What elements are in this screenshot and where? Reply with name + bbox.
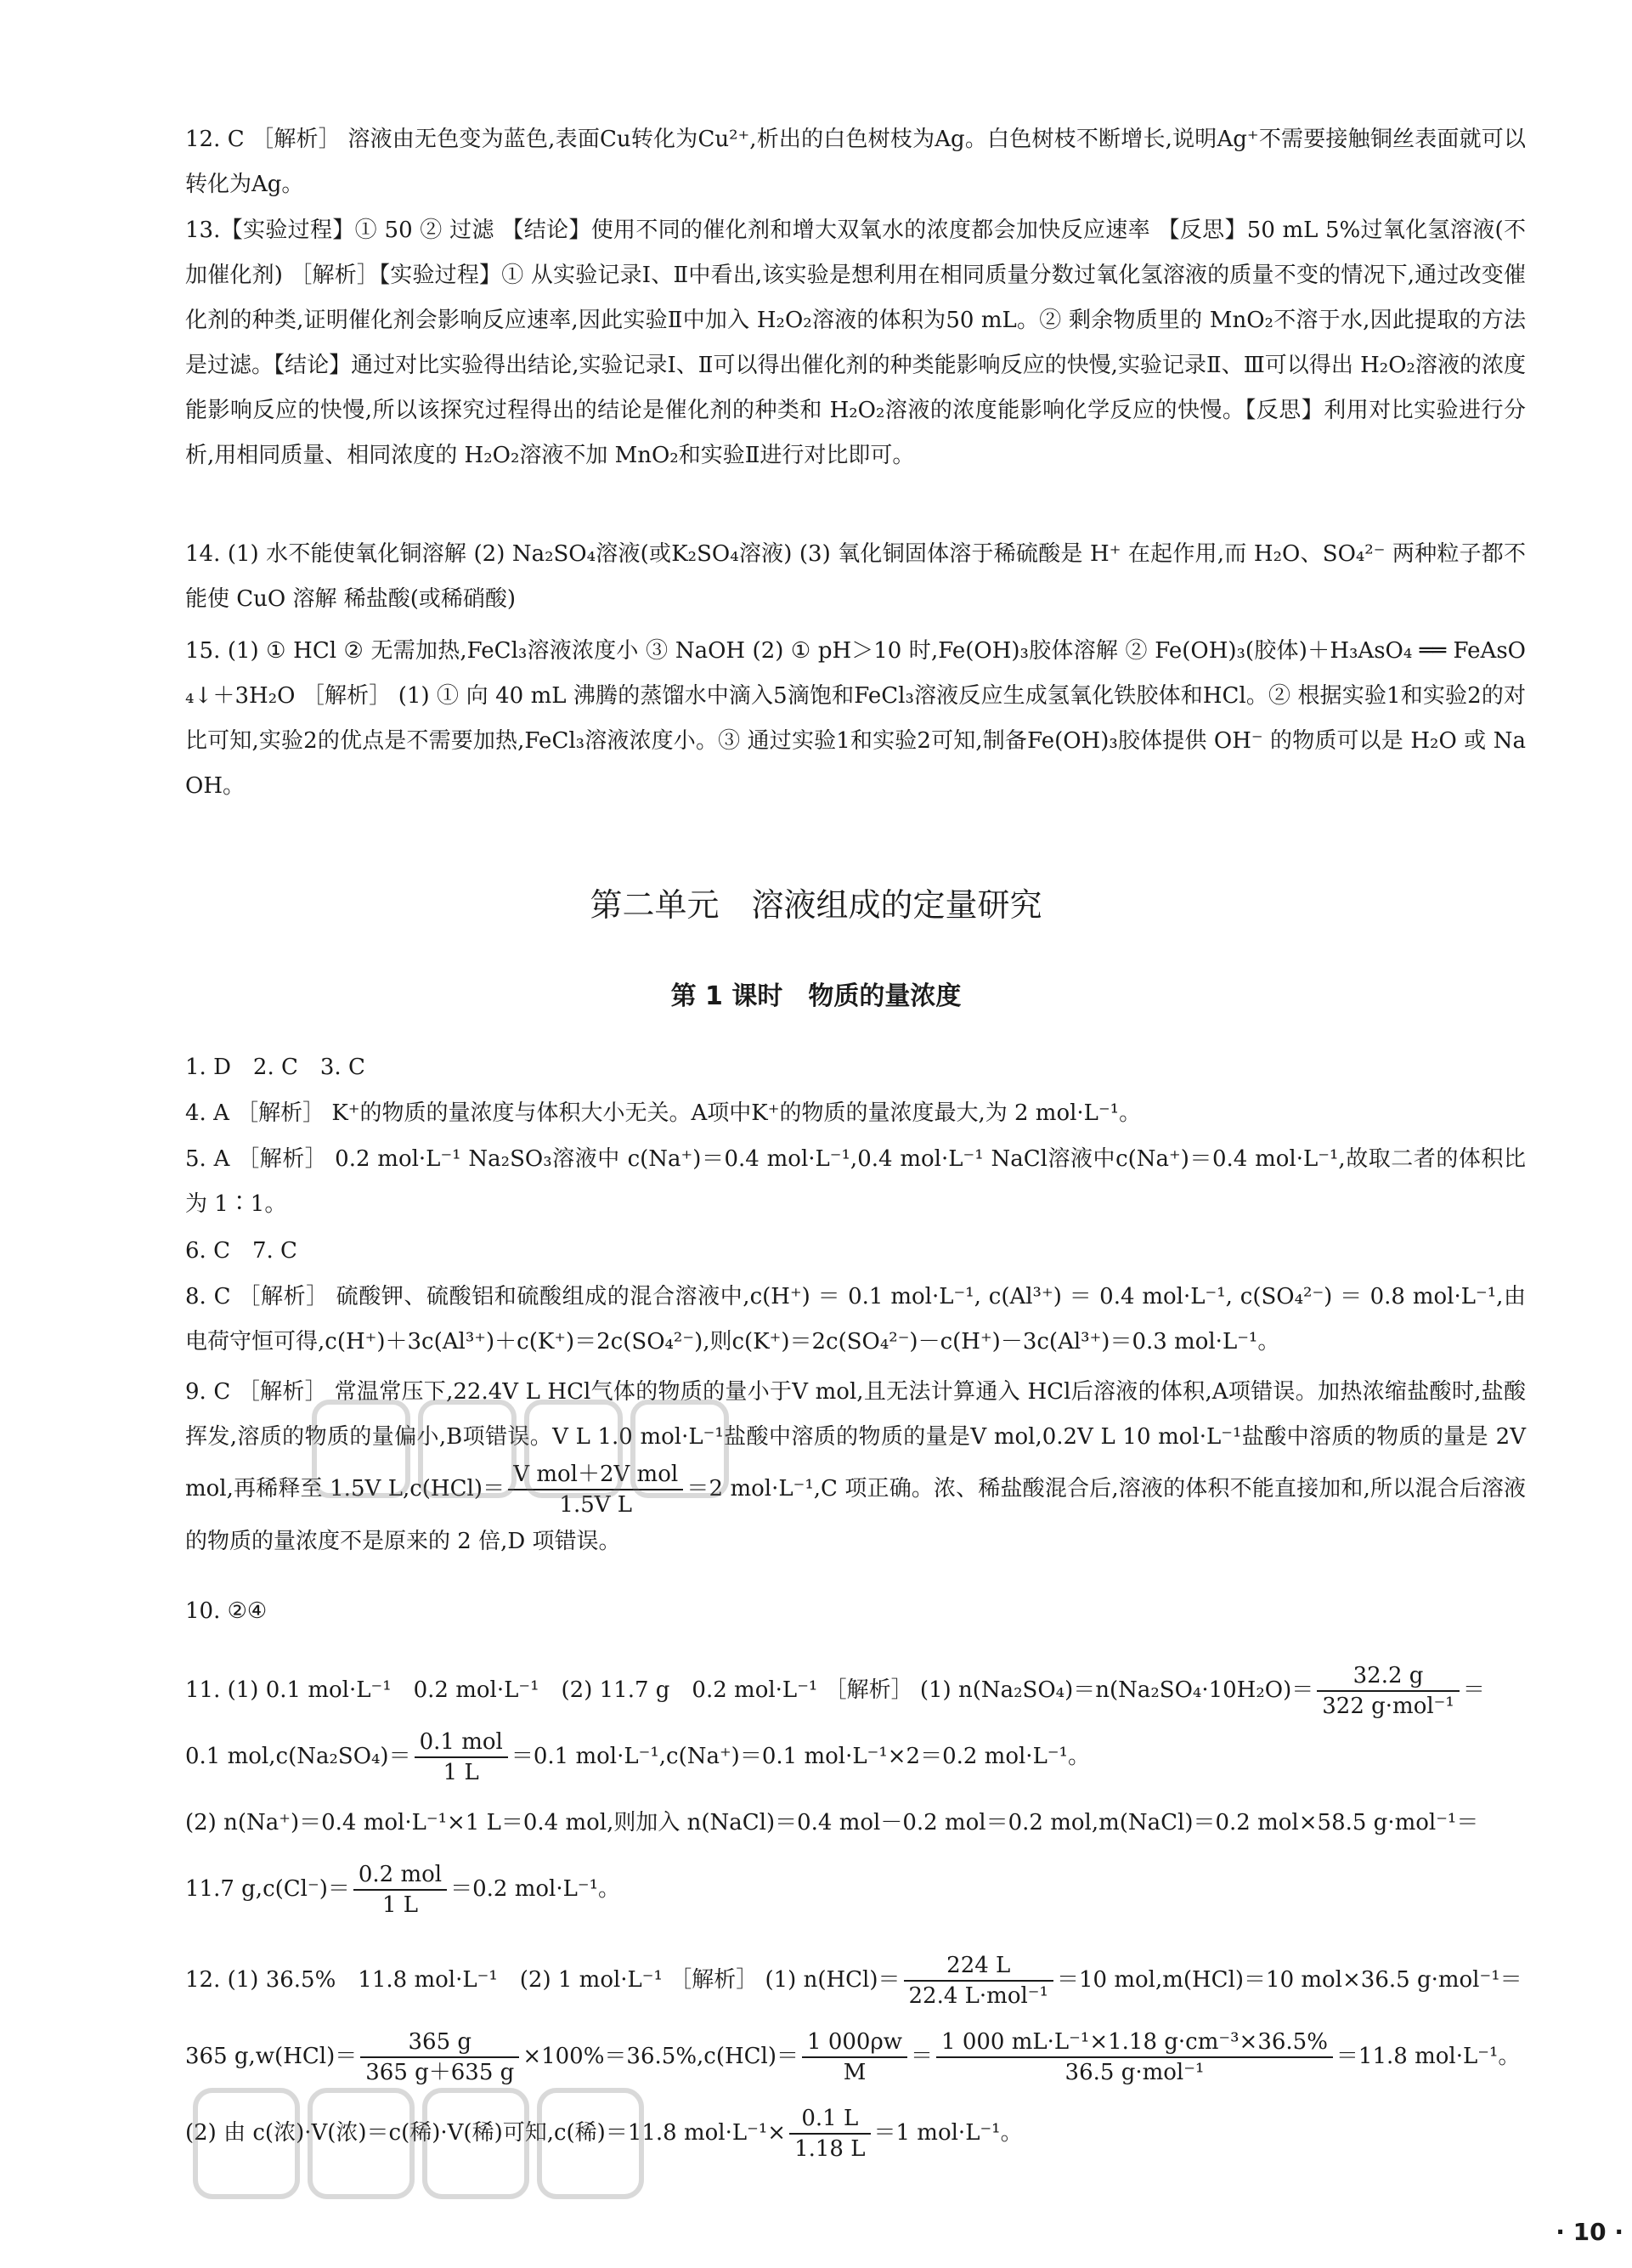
answer-11-text-3: 0.1 mol,c(Na₂SO₄)＝ [185, 1744, 411, 1769]
answer-12-text-8: ＝1 mol·L⁻¹。 [873, 2120, 1023, 2146]
fraction-numerator: 0.1 L [789, 2104, 870, 2135]
fraction-numerator: V mol＋2V mol [508, 1460, 683, 1490]
answer-11-text-5: 11.7 g,c(Cl⁻)＝ [185, 1876, 350, 1902]
answer-q15: 15. (1) ① HCl ② 无需加热,FeCl₃溶液浓度小 ③ NaOH (2) ① pH＞10 时,Fe(OH)₃胶体溶解 ② Fe(OH)₃(胶体)＋H₃AsO₄ ══ FeAsO₄↓＋3H₂O ［解析］ (1) ① 向 40 mL 沸腾的蒸馏水中滴入5滴饱和FeCl₃溶液反应生成氢氧化铁胶体和HCl。② 根据实验1和实验2的对比可知,实验2的优点是不需要加热,FeCl₃溶液浓度小。③ 通过实验1和实验2可知,制备Fe(OH)₃胶体提供 OH⁻ 的物质可以是 H₂O 或 NaOH。 [185, 638, 1526, 799]
answer-11-fraction-2 [415, 1728, 508, 1787]
answer-1-3: 1. D 2. C 3. C [185, 1055, 365, 1080]
answer-q12-prev: 12. C ［解析］ 溶液由无色变为蓝色,表面Cu转化为Cu²⁺,析出的白色树枝为Ag。白色树枝不断增长,说明Ag⁺不需要接触铜丝表面就可以转化为Ag。 [185, 127, 1526, 197]
answer-12-fraction-4 [936, 2028, 1333, 2087]
answer-12-fraction-1 [904, 1951, 1053, 2011]
answer-12-text-7: (2) 由 c(浓)·V(浓)＝c(稀)·V(稀)可知,c(稀)＝11.8 mol·L⁻¹× [185, 2120, 787, 2146]
fraction-denominator: 22.4 L·mol⁻¹ [908, 1983, 1048, 2009]
fraction-denominator: 36.5 g·mol⁻¹ [1064, 2060, 1205, 2085]
answer-11-text-1: 11. (1) 0.1 mol·L⁻¹ 0.2 mol·L⁻¹ (2) 11.7 g 0.2 mol·L⁻¹ ［解析］ (1) n(Na₂SO₄)＝n(Na₂SO₄·10H₂O)＝ [185, 1677, 1314, 1703]
fraction-numerator: 224 L [904, 1951, 1053, 1982]
answer-11-line-2 [185, 1723, 1526, 1790]
answer-11-text-4: ＝0.1 mol·L⁻¹,c(Na⁺)＝0.1 mol·L⁻¹×2＝0.2 mol·L⁻¹。 [511, 1744, 1090, 1769]
lesson-title: 第 1 课时 物质的量浓度 [670, 981, 962, 1011]
fraction-denominator: 365 g＋635 g [365, 2060, 515, 2085]
answer-11 [185, 1657, 1526, 1922]
answer-5: 5. A ［解析］ 0.2 mol·L⁻¹ Na₂SO₃溶液中 c(Na⁺)＝0.4 mol·L⁻¹,0.4 mol·L⁻¹ NaCl溶液中c(Na⁺)＝0.4 mol·L⁻¹,故取二者的体积比为 1∶1。 [185, 1146, 1526, 1217]
answer-12-text-1: 12. (1) 36.5% 11.8 mol·L⁻¹ (2) 1 mol·L⁻¹ ［解析］ (1) n(HCl)＝ [185, 1967, 901, 1993]
fraction-numerator: 0.1 mol [415, 1728, 508, 1758]
answer-11-fraction-1 [1317, 1661, 1460, 1721]
fraction-numerator: 365 g [360, 2028, 519, 2058]
answer-11-text-6: ＝0.2 mol·L⁻¹。 [450, 1876, 621, 1902]
answer-11-line-1 [185, 1657, 1526, 1723]
answer-12-text-6: ＝11.8 mol·L⁻¹。 [1336, 2044, 1521, 2069]
answer-12-line-3 [185, 2095, 1526, 2171]
answer-10: 10. ②④ [185, 1598, 268, 1624]
fraction-denominator: M [843, 2060, 867, 2085]
answer-12 [185, 1942, 1526, 2171]
answer-12-line-2 [185, 2018, 1526, 2095]
answer-4: 4. A ［解析］ K⁺的物质的量浓度与体积大小无关。A项中K⁺的物质的量浓度最大,为 2 mol·L⁻¹。 [185, 1100, 1142, 1126]
answer-q13: 13.【实验过程】① 50 ② 过滤 【结论】使用不同的催化剂和增大双氧水的浓度都会加快反应速率 【反思】50 mL 5%过氧化氢溶液(不加催化剂) ［解析］【实验过程】① 从实验记录Ⅰ、Ⅱ中看出,该实验是想利用在相同质量分数过氧化氢溶液的质量不变的情况下,通过改变催化剂的种类,证明催化剂会影响反应速率,因此实验Ⅱ中加入 H₂O₂溶液的体积为50 mL。② 剩余物质里的 MnO₂不溶于水,因此提取的方法是过滤。【结论】通过对比实验得出结论,实验记录Ⅰ、Ⅱ可以得出催化剂的种类能影响反应的快慢,实验记录Ⅱ、Ⅲ可以得出 H₂O₂溶液的浓度能影响反应的快慢,所以该探究过程得出的结论是催化剂的种类和 H₂O₂溶液的浓度能影响化学反应的快慢。【反思】利用对比实验进行分析,用相同质量、相同浓度的 H₂O₂溶液不加 MnO₂和实验Ⅱ进行对比即可。 [185, 218, 1526, 468]
answer-q14: 14. (1) 水不能使氧化铜溶解 (2) Na₂SO₄溶液(或K₂SO₄溶液) (3) 氧化铜固体溶于稀硫酸是 H⁺ 在起作用,而 H₂O、SO₄²⁻ 两种粒子都不能使 CuO 溶解 稀盐酸(或稀硝酸) [185, 541, 1526, 612]
answer-12-text-4: ×100%＝36.5%,c(HCl)＝ [522, 2044, 799, 2069]
fraction-denominator: 322 g·mol⁻¹ [1322, 1694, 1454, 1719]
fraction-numerator: 0.2 mol [353, 1860, 447, 1891]
answer-9-text-2: ＝2 mol·L⁻¹,C 项正确。浓、稀盐酸混合后,溶液的体积不能直接加和,所以混合后溶液的物质的量浓度不是原来的 2 倍,D 项错误。 [185, 1476, 1526, 1554]
fraction-numerator: 1 000ρw [802, 2028, 907, 2058]
fraction-denominator: 1 L [443, 1760, 479, 1785]
fraction-denominator: 1 L [381, 1892, 419, 1918]
answer-11-fraction-3 [353, 1860, 447, 1920]
fraction-numerator: 32.2 g [1317, 1661, 1460, 1692]
answer-12-fraction-2 [360, 2028, 519, 2087]
answer-9-text-1: 9. C ［解析］ 常温常压下,22.4V L HCl气体的物质的量小于V mol,且无法计算通入 HCl后溶液的体积,A项错误。加热浓缩盐酸时,盐酸挥发,溶质的物质的量偏小,B项错误。V L 1.0 mol·L⁻¹盐酸中溶质的物质的量是V mol,0.2V L 10 mol·L⁻¹盐酸中溶质的物质的量是 2V mol,再稀释至 1.5V L,c(HCl)＝ [185, 1379, 1526, 1502]
fraction-denominator: 1.18 L [794, 2136, 866, 2162]
answer-12-text-3: 365 g,w(HCl)＝ [185, 2044, 358, 2069]
answer-12-fraction-3 [802, 2028, 907, 2087]
answer-12-fraction-5 [789, 2104, 870, 2163]
answer-11-line-3: (2) n(Na⁺)＝0.4 mol·L⁻¹×1 L＝0.4 mol,则加入 n(NaCl)＝0.4 mol－0.2 mol＝0.2 mol,m(NaCl)＝0.2 mol×58.5 g·mol⁻¹＝ [185, 1810, 1479, 1835]
answer-6-7: 6. C 7. C [185, 1238, 297, 1264]
answer-9-fraction [508, 1460, 683, 1519]
answer-12-text-2: ＝10 mol,m(HCl)＝10 mol×36.5 g·mol⁻¹＝ [1056, 1967, 1522, 1993]
answer-8: 8. C ［解析］ 硫酸钾、硫酸铝和硫酸组成的混合溶液中,c(H⁺) ＝ 0.1 mol·L⁻¹, c(Al³⁺) ＝ 0.4 mol·L⁻¹, c(SO₄²⁻) ＝ 0.8 mol·L⁻¹,由电荷守恒可得,c(H⁺)＋3c(Al³⁺)＋c(K⁺)＝2c(SO₄²⁻),则c(K⁺)＝2c(SO₄²⁻)－c(H⁺)－3c(Al³⁺)＝0.3 mol·L⁻¹。 [185, 1284, 1526, 1355]
unit-title: 第二单元 溶液组成的定量研究 [590, 886, 1042, 924]
answer-11-text-2: ＝ [1462, 1677, 1485, 1703]
fraction-denominator: 1.5V L [559, 1492, 633, 1518]
answer-12-line-1 [185, 1942, 1526, 2018]
fraction-numerator: 1 000 mL·L⁻¹×1.18 g·cm⁻³×36.5% [936, 2028, 1333, 2058]
answer-12-text-5: ＝ [911, 2044, 934, 2069]
answer-11-line-4 [185, 1856, 1526, 1922]
answer-9 [185, 1370, 1526, 1564]
page-number: · 10 · [1556, 2218, 1624, 2246]
